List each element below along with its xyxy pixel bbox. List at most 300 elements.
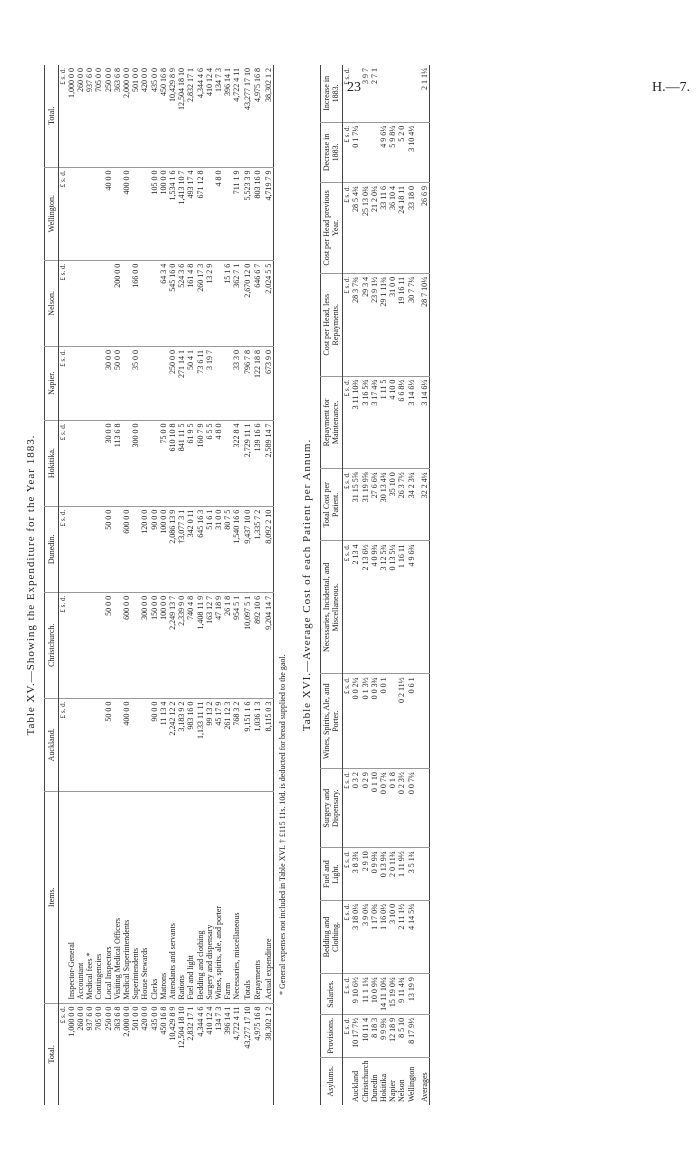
value-cell: 2 9 10 (361, 848, 370, 901)
item-label: Rations (177, 791, 186, 1003)
value-cell: 15 19 0¼ (388, 974, 397, 1015)
table-xvi-header-row (320, 65, 343, 1105)
value-cell (94, 260, 103, 346)
value-cell: 1,413 10 7 (177, 167, 186, 260)
value-cell: 671 12 8 (196, 167, 205, 260)
value-cell: 983 16 0 (186, 698, 195, 791)
column-header: Total Cost per Patient. (320, 469, 343, 541)
unit-cell: £ s. d. (343, 376, 352, 469)
value-cell (223, 346, 232, 420)
unit-cell: £ s. d. (58, 1006, 67, 1024)
value-cell: 250 0 0 (103, 1006, 113, 1031)
value-cell: 0 13 9¾ (379, 848, 388, 901)
value-cell (131, 506, 140, 592)
value-cell: 10,429 8 9 (167, 1006, 177, 1041)
value-cell: 768 3 2 (232, 698, 241, 791)
table-row (67, 65, 76, 1105)
table-row (416, 65, 430, 1105)
value-cell: 0 2 11½ (397, 674, 406, 769)
value-cell: 0 0 3¾ (370, 674, 379, 769)
value-cell (85, 506, 94, 592)
column-header: Wellington. (44, 167, 58, 260)
value-cell (104, 260, 113, 346)
column-header: Salaries. (320, 974, 343, 1015)
value-cell: 646 6 7 (253, 260, 262, 346)
value-cell (67, 592, 76, 698)
value-cell: 4,975 16 8 (252, 1006, 262, 1041)
table-row (214, 65, 223, 1105)
unit-cell: £ s. d. (343, 183, 352, 274)
column-header: Bedding and Clothing. (320, 900, 343, 973)
table-row (104, 65, 113, 1105)
value-cell (214, 346, 223, 420)
value-cell: 27 6 6¼ (370, 469, 379, 541)
value-cell: 501 0 0 (131, 65, 140, 167)
value-cell: 2,242 12 2 (168, 698, 177, 791)
value-cell: 30 0 0 (104, 346, 113, 420)
value-cell (85, 167, 94, 260)
value-cell: 4 10 0 (388, 376, 397, 469)
value-cell: 43,277 17 10 (241, 65, 252, 167)
value-cell: 545 16 0 (168, 260, 177, 346)
value-cell: 705 0 0 (94, 1006, 104, 1031)
value-cell (223, 420, 232, 506)
value-cell: 0 2 3½ (397, 769, 406, 848)
value-cell: 13 2 9 (205, 260, 214, 346)
table-row (370, 65, 379, 1105)
column-header: Total. (44, 65, 58, 167)
asylum-label: Napier (388, 1080, 398, 1102)
unit-cell: £ s. d. (58, 260, 67, 346)
unit-cell: £ s. d. (58, 420, 67, 506)
value-cell (76, 167, 85, 260)
item-label: House Stewards (140, 791, 149, 1003)
value-cell: 0 2 9 (361, 769, 370, 848)
value-cell: 396 14 1 (223, 65, 232, 167)
value-cell: 260 0 0 (76, 1006, 86, 1031)
value-cell: 13 19 9 (407, 974, 416, 1015)
item-label: Bedding and clothing (196, 791, 205, 1003)
value-cell: 30 13 4¾ (379, 469, 388, 541)
value-cell: 4,344 4 6 (196, 65, 205, 167)
value-cell (94, 592, 103, 698)
value-cell (113, 167, 122, 260)
value-cell: 31 0 0 (388, 273, 397, 376)
value-cell (388, 65, 397, 122)
unit-cell: £ s. d. (58, 167, 67, 260)
unit-cell (343, 1057, 352, 1105)
value-cell: 600 0 0 (122, 506, 131, 592)
table-row (196, 65, 205, 1105)
value-cell: 1,540 16 6 (232, 506, 241, 592)
column-header: Asylums. (320, 1057, 343, 1105)
unit-cell: £ s. d. (58, 65, 67, 167)
item-label: Contingencies (94, 791, 103, 1003)
value-cell: 28 5 4¾ (351, 183, 360, 274)
value-cell: 954 5 1 (232, 592, 241, 698)
asylum-label: Averages (419, 1072, 429, 1102)
value-cell: 31 19 9⅝ (361, 469, 370, 541)
value-cell: 2,729 11 1 (241, 420, 252, 506)
value-cell: 31 15 5⅝ (351, 469, 360, 541)
item-label: Matrons (159, 791, 168, 1003)
value-cell: 80 7 5 (223, 506, 232, 592)
value-cell: 14 11 10¼ (379, 974, 388, 1015)
value-cell: 3 8 3¾ (351, 848, 360, 901)
value-cell: 1,534 1 6 (168, 167, 177, 260)
value-cell (67, 420, 76, 506)
value-cell (122, 420, 131, 506)
value-cell: 0 9 9¾ (370, 848, 379, 901)
item-label: Fuel and light (186, 791, 195, 1003)
value-cell: 322 8 4 (232, 420, 241, 506)
column-header: Fuel and Light. (320, 848, 343, 901)
value-cell: 75 0 0 (159, 420, 168, 506)
asylum-label: Auckland (351, 1070, 361, 1102)
value-cell: 2 13 6½ (361, 541, 370, 674)
value-cell: 0 13 5¼ (388, 541, 397, 674)
value-cell: 50 0 0 (104, 592, 113, 698)
value-cell: 4,975 16 8 (253, 65, 262, 167)
table-row (397, 65, 406, 1105)
value-cell: 300 0 0 (131, 420, 140, 506)
item-label: Medical Superintendents (122, 791, 131, 1003)
value-cell (76, 698, 85, 791)
value-cell: 3 18 0¼ (351, 900, 360, 973)
table-row (351, 65, 360, 1105)
value-cell: 0 0 1 (379, 674, 388, 769)
value-cell: 2,339 9 0 (177, 592, 186, 698)
value-cell: 1,133 11 11 (196, 698, 205, 791)
item-label: Actual expenditure (262, 791, 274, 1003)
value-cell (416, 122, 430, 182)
value-cell: 524 3 6 (177, 260, 186, 346)
value-cell: 3 11 10¾ (351, 376, 360, 469)
value-cell: 26 1 8 (223, 592, 232, 698)
value-cell: 50 0 0 (113, 346, 122, 420)
table-xvi-units-row (343, 65, 352, 1105)
value-cell (131, 698, 140, 791)
value-cell (214, 260, 223, 346)
item-label: Medical fees * (85, 791, 94, 1003)
table-row (241, 65, 252, 1105)
value-cell: 300 0 0 (140, 592, 149, 698)
value-cell: 51 6 1 (205, 506, 214, 592)
unit-cell: £ s. d. (343, 65, 352, 122)
value-cell: 150 0 0 (150, 592, 159, 698)
value-cell: 4 8 0 (214, 167, 223, 260)
table-row (223, 65, 232, 1105)
value-cell: 12,504 18 10 (177, 1006, 187, 1049)
value-cell: 38,302 1 2 (262, 65, 274, 167)
value-cell: 400 0 0 (122, 167, 131, 260)
value-cell (205, 167, 214, 260)
unit-cell: £ s. d. (58, 346, 67, 420)
column-header: Napier. (44, 346, 58, 420)
value-cell: 450 16 8 (158, 1006, 168, 1035)
value-cell: 33 3 0 (232, 346, 241, 420)
value-cell: 3 12 5¾ (379, 541, 388, 674)
column-header: Cost per Head previous Year. (320, 183, 343, 274)
table-row (361, 65, 370, 1105)
value-cell: 33 11 6 (379, 183, 388, 274)
value-cell: 1 17 0¾ (370, 900, 379, 973)
asylum-label: Wellington (406, 1066, 416, 1102)
value-cell: 3 10 0 (388, 900, 397, 973)
value-cell: 610 10 8 (168, 420, 177, 506)
value-cell: 11 13 4 (159, 698, 168, 791)
value-cell: 0 0 2¼ (351, 674, 360, 769)
value-cell: 73 6 11 (196, 346, 205, 420)
value-cell: 33 18 0 (407, 183, 416, 274)
table-xvi (320, 65, 430, 1105)
value-cell (94, 167, 103, 260)
value-cell: 3 9 0¼ (361, 900, 370, 973)
value-cell: 400 0 0 (122, 698, 131, 791)
value-cell (379, 65, 388, 122)
value-cell: 435 0 0 (150, 65, 159, 167)
value-cell: 8,092 2 10 (262, 506, 274, 592)
value-cell: 200 0 0 (113, 260, 122, 346)
page-number: 23 (347, 80, 361, 95)
value-cell: 3 5 1¾ (407, 848, 416, 901)
value-cell: 3 14 6½ (407, 376, 416, 469)
value-cell (76, 420, 85, 506)
value-cell: 10 11 4 (361, 1014, 370, 1057)
table-row (232, 65, 241, 1105)
value-cell: 2,024 5 5 (262, 260, 274, 346)
item-label: Surgery and dispensary (205, 791, 214, 1003)
value-cell: 90 0 0 (150, 506, 159, 592)
value-cell (85, 260, 94, 346)
value-cell: 0 1 7¼ (351, 122, 360, 182)
table-row (262, 65, 274, 1105)
value-cell: 673 9 0 (262, 346, 274, 420)
value-cell: 64 3 4 (159, 260, 168, 346)
value-cell (113, 592, 122, 698)
value-cell: 32 2 4¼ (416, 469, 430, 541)
value-cell: 45 17 9 (214, 698, 223, 791)
value-cell: 8 5 10 (397, 1014, 406, 1057)
value-cell: 29 3 4 (361, 273, 370, 376)
value-cell: 493 17 4 (186, 167, 195, 260)
table-row (205, 65, 214, 1105)
value-cell: 50 4 1 (186, 346, 195, 420)
value-cell: 260 0 0 (76, 65, 85, 167)
item-label: Farm (223, 791, 232, 1003)
value-cell (85, 592, 94, 698)
value-cell (140, 167, 149, 260)
value-cell: 645 16 3 (196, 506, 205, 592)
table-xv (44, 65, 274, 1105)
value-cell: 160 7 9 (196, 420, 205, 506)
table-row (85, 65, 94, 1105)
value-cell: 6 5 5 (205, 420, 214, 506)
rotated-page-content (25, 65, 665, 1105)
value-cell: 47 18 9 (214, 592, 223, 698)
unit-cell: £ s. d. (343, 122, 352, 182)
value-cell: 0 1 10 (370, 769, 379, 848)
column-header: Items. (44, 791, 58, 1003)
value-cell: 19 16 11 (397, 273, 406, 376)
value-cell: 0 0 7¾ (379, 769, 388, 848)
value-cell (131, 167, 140, 260)
asylum-label: Dunedin (369, 1074, 379, 1102)
column-header: Cost per Head, less Repayments. (320, 273, 343, 376)
item-label: Local Inspectors (104, 791, 113, 1003)
table-row (159, 65, 168, 1105)
table-xvi-title: Table XVI.—Average Cost of each Patient per Annum. (301, 438, 314, 732)
value-cell: 134 7 3 (213, 1006, 223, 1031)
value-cell: 35 10 0 (388, 469, 397, 541)
value-cell: 420 0 0 (140, 1006, 150, 1031)
value-cell: 711 1 9 (232, 167, 241, 260)
value-cell: 2,086 13 9 (168, 506, 177, 592)
value-cell: 100 0 0 (159, 167, 168, 260)
value-cell: 501 0 0 (131, 1006, 141, 1031)
value-cell (67, 346, 76, 420)
value-cell (67, 260, 76, 346)
value-cell (351, 65, 360, 122)
value-cell: 28 7 10¼ (416, 273, 430, 376)
value-cell: 9 9 9¾ (379, 1014, 388, 1057)
value-cell: 35 0 0 (131, 346, 140, 420)
column-header: Decrease in 1883. (320, 122, 343, 182)
value-cell: 2 13 4 (351, 541, 360, 674)
value-cell: 23 9 1½ (370, 273, 379, 376)
table-xv-header-row (44, 65, 58, 1105)
table-xv-units-row (58, 65, 67, 1105)
value-cell: 705 0 0 (94, 65, 103, 167)
table-row (177, 65, 186, 1105)
value-cell (370, 122, 379, 182)
item-label: Necessaries, miscellaneous (232, 791, 241, 1003)
value-cell: 2,832 17 1 (186, 65, 195, 167)
value-cell: 261 12 3 (223, 698, 232, 791)
value-cell (388, 674, 397, 769)
value-cell: 36 10 4 (388, 183, 397, 274)
value-cell: 363 6 8 (113, 65, 122, 167)
value-cell: 9,151 1 6 (241, 698, 252, 791)
table-xv-title: Table XV.—Showing the Expenditure for the Year 1883. (25, 434, 37, 736)
asylum-label: Nelson (397, 1079, 407, 1102)
value-cell: 9,204 14 7 (262, 592, 274, 698)
value-cell (159, 346, 168, 420)
value-cell: 50 0 0 (104, 506, 113, 592)
value-cell (94, 506, 103, 592)
unit-cell: £ s. d. (343, 1014, 352, 1057)
value-cell: 362 7 1 (232, 260, 241, 346)
item-label: Totals (241, 791, 252, 1003)
item-label: Accountant (76, 791, 85, 1003)
table-row (150, 65, 159, 1105)
value-cell: 3 16 5¾ (361, 376, 370, 469)
value-cell: 10 17 7½ (351, 1014, 360, 1057)
value-cell: 139 16 6 (253, 420, 262, 506)
value-cell: 2,000 0 0 (122, 1006, 131, 1037)
value-cell: 2 1 1¼ (416, 65, 430, 122)
value-cell: 1,036 1 3 (253, 698, 262, 791)
column-header: Necessaries, Incidental, and Miscellaneous. (320, 541, 343, 674)
value-cell: 161 4 8 (186, 260, 195, 346)
value-cell: 15 1 6 (223, 260, 232, 346)
value-cell: 9 11 4¾ (397, 974, 406, 1015)
value-cell (150, 260, 159, 346)
table-row (407, 65, 416, 1105)
value-cell (131, 592, 140, 698)
value-cell: 8,115 0 3 (262, 698, 274, 791)
value-cell: 342 0 11 (186, 506, 195, 592)
value-cell (113, 506, 122, 592)
item-label: Attendants and servants (168, 791, 177, 1003)
column-header: Surgery and Dispensary. (320, 769, 343, 848)
value-cell: 841 11 5 (177, 420, 186, 506)
value-cell: 396 14 1 (223, 1006, 233, 1035)
value-cell: 2,249 13 7 (168, 592, 177, 698)
column-header: Christchurch. (44, 592, 58, 698)
value-cell: 2 0 11¾ (388, 848, 397, 901)
table-row (131, 65, 140, 1105)
value-cell (67, 167, 76, 260)
value-cell (76, 346, 85, 420)
value-cell: 260 17 3 (196, 260, 205, 346)
value-cell (94, 346, 103, 420)
value-cell: 3,183 9 2 (177, 698, 186, 791)
value-cell (76, 260, 85, 346)
value-cell: 2 7 1 (370, 65, 379, 122)
value-cell: 99 13 2 (205, 698, 214, 791)
unit-cell: £ s. d. (58, 592, 67, 698)
unit-cell: £ s. d. (343, 469, 352, 541)
document-reference: H.—7. (652, 80, 691, 95)
value-cell (85, 420, 94, 506)
item-label: Repayments (253, 791, 262, 1003)
table-row (140, 65, 149, 1105)
value-cell: 4,344 4 6 (195, 1006, 205, 1037)
value-cell: 1 16 11 (397, 541, 406, 674)
table-row (186, 65, 195, 1105)
value-cell: 1 11 5 (379, 376, 388, 469)
value-cell: 4 8 0 (214, 420, 223, 506)
value-cell: 2,670 12 0 (241, 260, 252, 346)
value-cell: 3 10 4½ (407, 122, 416, 182)
column-header: Provisions. (320, 1014, 343, 1057)
value-cell: 10,429 8 9 (168, 65, 177, 167)
value-cell: 803 16 0 (253, 167, 262, 260)
unit-cell: £ s. d. (343, 273, 352, 376)
value-cell: 3 14 6¼ (416, 376, 430, 469)
value-cell: 363 6 8 (112, 1006, 122, 1031)
value-cell (416, 1014, 430, 1057)
value-cell: 1,408 11 9 (196, 592, 205, 698)
value-cell: 4 0 9¾ (370, 541, 379, 674)
value-cell: 250 0 0 (168, 346, 177, 420)
value-cell (85, 346, 94, 420)
asylum-label: Christchurch (360, 1060, 370, 1102)
column-header: Dunedin. (44, 506, 58, 592)
value-cell: 2,832 17 1 (186, 1006, 196, 1041)
value-cell: 113 6 8 (113, 420, 122, 506)
value-cell: 740 4 8 (186, 592, 195, 698)
unit-cell: £ s. d. (58, 698, 67, 791)
table-xv-footnote: * General expenses not included in Table XVI. † £115 11s. 10d. is deducted for bread supplied to the gaol. (278, 654, 287, 995)
value-cell: 4 9 6¾ (407, 541, 416, 674)
table-row (113, 65, 122, 1105)
unit-cell: £ s. d. (343, 769, 352, 848)
value-cell: 6 6 8½ (397, 376, 406, 469)
value-cell: 410 12 4 (205, 65, 214, 167)
value-cell: 1,335 7 2 (253, 506, 262, 592)
